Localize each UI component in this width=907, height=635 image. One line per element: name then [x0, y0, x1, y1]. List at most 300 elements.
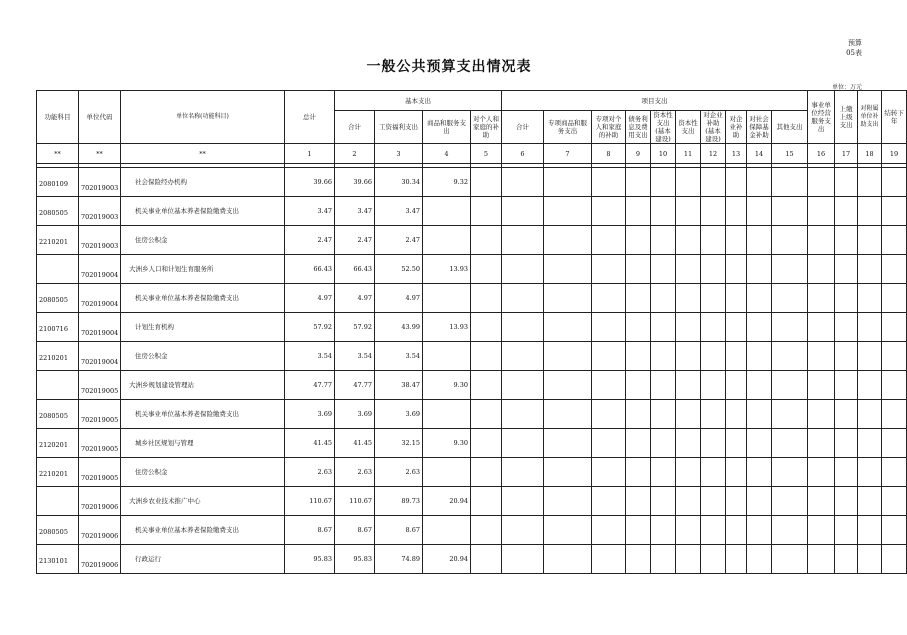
total-cell: 8.67 — [285, 516, 335, 545]
empty-cell — [835, 342, 858, 371]
corner-label-budget: 预算 — [848, 39, 862, 47]
empty-cell — [835, 516, 858, 545]
empty-cell — [747, 284, 772, 313]
unit-name-cell: 大洲乡农业技术推广中心 — [121, 487, 285, 516]
empty-cell — [747, 516, 772, 545]
column-index-cell: 17 — [835, 144, 858, 164]
empty-cell — [882, 255, 907, 284]
empty-cell — [772, 168, 808, 197]
table-row — [37, 458, 907, 487]
empty-cell — [502, 284, 544, 313]
empty-cell — [676, 313, 701, 342]
wages-cell: 89.73 — [375, 487, 423, 516]
empty-cell — [701, 342, 726, 371]
empty-cell — [882, 371, 907, 400]
empty-cell — [502, 168, 544, 197]
empty-cell — [471, 371, 502, 400]
empty-cell — [808, 400, 835, 429]
empty-cell — [651, 342, 676, 371]
column-index-cell: 16 — [808, 144, 835, 164]
empty-cell — [858, 284, 882, 313]
table-row — [37, 400, 907, 429]
empty-cell — [882, 342, 907, 371]
column-index-cell: 3 — [375, 144, 423, 164]
empty-cell — [592, 487, 626, 516]
empty-cell — [471, 197, 502, 226]
basic-subtotal-cell: 3.54 — [335, 342, 375, 371]
empty-cell — [502, 313, 544, 342]
table-row — [37, 197, 907, 226]
empty-cell — [808, 516, 835, 545]
empty-cell — [701, 487, 726, 516]
empty-cell — [701, 226, 726, 255]
column-index-cell: 5 — [471, 144, 502, 164]
empty-cell — [858, 168, 882, 197]
wages-cell: 3.54 — [375, 342, 423, 371]
empty-cell — [726, 226, 747, 255]
empty-cell — [651, 400, 676, 429]
basic-subtotal-cell: 2.47 — [335, 226, 375, 255]
empty-cell — [726, 400, 747, 429]
table-row — [37, 487, 907, 516]
goods-cell: 9.30 — [423, 429, 471, 458]
total-cell: 3.47 — [285, 197, 335, 226]
header-p-enterprise-build: 对企业补助(基本建设) — [701, 111, 726, 144]
empty-cell — [808, 313, 835, 342]
column-index-cell: 18 — [858, 144, 882, 164]
wages-cell: 2.47 — [375, 226, 423, 255]
empty-cell — [651, 429, 676, 458]
unit-name-cell: 机关事业单位基本养老保险缴费支出 — [121, 284, 285, 313]
empty-cell — [544, 255, 592, 284]
total-cell: 4.97 — [285, 284, 335, 313]
empty-cell — [471, 545, 502, 574]
empty-cell — [882, 458, 907, 487]
empty-cell — [651, 168, 676, 197]
empty-cell — [651, 226, 676, 255]
empty-cell — [747, 255, 772, 284]
empty-cell — [858, 313, 882, 342]
empty-cell — [772, 429, 808, 458]
header-p-other: 其他支出 — [772, 111, 808, 144]
func-code-cell: 2080505 — [37, 516, 79, 545]
header-project: 项目支出 — [502, 91, 808, 111]
unit-code-cell: 702019005 — [79, 371, 121, 400]
empty-cell — [592, 284, 626, 313]
goods-cell — [423, 458, 471, 487]
empty-cell — [835, 458, 858, 487]
column-index-cell: ** — [37, 144, 79, 164]
empty-cell — [626, 197, 651, 226]
empty-cell — [676, 545, 701, 574]
empty-cell — [726, 487, 747, 516]
column-index-cell: 8 — [592, 144, 626, 164]
empty-cell — [626, 516, 651, 545]
column-index-cell: 2 — [335, 144, 375, 164]
empty-cell — [808, 284, 835, 313]
empty-cell — [626, 313, 651, 342]
unit-code-cell: 702019004 — [79, 284, 121, 313]
empty-cell — [502, 545, 544, 574]
unit-code-cell: 702019005 — [79, 400, 121, 429]
empty-cell — [544, 168, 592, 197]
empty-cell — [835, 284, 858, 313]
empty-cell — [626, 429, 651, 458]
header-total: 总计 — [285, 91, 335, 144]
empty-cell — [835, 168, 858, 197]
empty-cell — [592, 400, 626, 429]
column-index-cell: ** — [121, 144, 285, 164]
total-cell: 47.77 — [285, 371, 335, 400]
unit-code-cell: 702019004 — [79, 313, 121, 342]
func-code-cell: 2100716 — [37, 313, 79, 342]
wages-cell: 52.50 — [375, 255, 423, 284]
empty-cell — [808, 255, 835, 284]
total-cell: 95.83 — [285, 545, 335, 574]
empty-cell — [858, 429, 882, 458]
empty-cell — [544, 226, 592, 255]
empty-cell — [544, 342, 592, 371]
empty-cell — [882, 168, 907, 197]
empty-cell — [747, 226, 772, 255]
header-p-goods: 专项商品和服务支出 — [544, 111, 592, 144]
empty-cell — [726, 371, 747, 400]
header-func-subject: 功能科目 — [37, 91, 79, 144]
empty-cell — [858, 342, 882, 371]
empty-cell — [544, 458, 592, 487]
empty-cell — [676, 487, 701, 516]
empty-cell — [502, 371, 544, 400]
column-index-cell: 15 — [772, 144, 808, 164]
empty-cell — [808, 226, 835, 255]
empty-cell — [882, 197, 907, 226]
empty-cell — [471, 429, 502, 458]
empty-cell — [747, 197, 772, 226]
table-row — [37, 429, 907, 458]
goods-cell: 20.94 — [423, 545, 471, 574]
empty-cell — [676, 400, 701, 429]
unit-code-cell: 702019006 — [79, 516, 121, 545]
empty-cell — [626, 458, 651, 487]
empty-cell — [747, 487, 772, 516]
total-cell: 57.92 — [285, 313, 335, 342]
unit-code-cell: 702019003 — [79, 168, 121, 197]
header-wages: 工资福利支出 — [375, 111, 423, 144]
empty-cell — [726, 284, 747, 313]
header-personal: 对个人和家庭的补助 — [471, 111, 502, 144]
empty-cell — [747, 429, 772, 458]
basic-subtotal-cell: 95.83 — [335, 545, 375, 574]
unit-name-cell: 机关事业单位基本养老保险缴费支出 — [121, 400, 285, 429]
func-code-cell: 2210201 — [37, 342, 79, 371]
empty-cell — [747, 400, 772, 429]
empty-cell — [701, 371, 726, 400]
func-code-cell: 2210201 — [37, 458, 79, 487]
table-row — [37, 255, 907, 284]
empty-cell — [701, 255, 726, 284]
table-row — [37, 545, 907, 574]
empty-cell — [726, 458, 747, 487]
wages-cell: 2.63 — [375, 458, 423, 487]
func-code-cell: 2080109 — [37, 168, 79, 197]
empty-cell — [726, 545, 747, 574]
empty-cell — [835, 197, 858, 226]
empty-cell — [858, 255, 882, 284]
empty-cell — [502, 342, 544, 371]
header-goods: 商品和服务支出 — [423, 111, 471, 144]
empty-cell — [676, 429, 701, 458]
empty-cell — [544, 284, 592, 313]
wages-cell: 30.34 — [375, 168, 423, 197]
total-cell: 2.63 — [285, 458, 335, 487]
unit-name-cell: 机关事业单位基本养老保险缴费支出 — [121, 516, 285, 545]
empty-cell — [701, 197, 726, 226]
empty-cell — [676, 197, 701, 226]
empty-cell — [544, 429, 592, 458]
wages-cell: 38.47 — [375, 371, 423, 400]
empty-cell — [626, 371, 651, 400]
empty-cell — [747, 313, 772, 342]
header-upper: 上缴上级支出 — [835, 91, 858, 144]
empty-cell — [772, 284, 808, 313]
corner-label-form: 05表 — [846, 49, 862, 57]
basic-subtotal-cell: 57.92 — [335, 313, 375, 342]
empty-cell — [835, 313, 858, 342]
empty-cell — [592, 371, 626, 400]
column-index-cell: 4 — [423, 144, 471, 164]
empty-cell — [701, 400, 726, 429]
total-cell: 110.67 — [285, 487, 335, 516]
empty-cell — [858, 516, 882, 545]
empty-cell — [502, 226, 544, 255]
unit-code-cell: 702019006 — [79, 487, 121, 516]
empty-cell — [808, 371, 835, 400]
column-index-cell: 7 — [544, 144, 592, 164]
unit-name-cell: 住房公积金 — [121, 226, 285, 255]
unit-name-cell: 行政运行 — [121, 545, 285, 574]
empty-cell — [651, 313, 676, 342]
empty-cell — [858, 226, 882, 255]
func-code-cell: 2080505 — [37, 400, 79, 429]
empty-cell — [592, 458, 626, 487]
empty-cell — [676, 255, 701, 284]
empty-cell — [726, 516, 747, 545]
goods-cell: 9.32 — [423, 168, 471, 197]
goods-cell — [423, 226, 471, 255]
column-index-cell: 19 — [882, 144, 907, 164]
unit-code-cell: 702019006 — [79, 545, 121, 574]
empty-cell — [626, 226, 651, 255]
unit-code-cell: 702019003 — [79, 226, 121, 255]
empty-cell — [835, 255, 858, 284]
empty-cell — [592, 545, 626, 574]
wages-cell: 4.97 — [375, 284, 423, 313]
empty-cell — [701, 545, 726, 574]
wages-cell: 74.89 — [375, 545, 423, 574]
table-row — [37, 371, 907, 400]
unit-name-cell: 住房公积金 — [121, 342, 285, 371]
empty-cell — [701, 313, 726, 342]
goods-cell — [423, 197, 471, 226]
empty-cell — [835, 545, 858, 574]
column-index-row — [37, 144, 907, 164]
empty-cell — [626, 255, 651, 284]
empty-cell — [471, 226, 502, 255]
empty-cell — [502, 458, 544, 487]
empty-cell — [835, 487, 858, 516]
header-p-capital: 资本性支出 — [676, 111, 701, 144]
func-code-cell: 2120201 — [37, 429, 79, 458]
page-title: 一般公共预算支出情况表 — [366, 59, 532, 75]
goods-cell — [423, 400, 471, 429]
empty-cell — [651, 197, 676, 226]
column-index-cell: 11 — [676, 144, 701, 164]
empty-cell — [772, 197, 808, 226]
column-index-cell: 14 — [747, 144, 772, 164]
empty-cell — [592, 197, 626, 226]
empty-cell — [592, 429, 626, 458]
empty-cell — [808, 197, 835, 226]
wages-cell: 3.47 — [375, 197, 423, 226]
empty-cell — [747, 342, 772, 371]
header-p-debt: 债务利息及费用支出 — [626, 111, 651, 144]
goods-cell: 20.94 — [423, 487, 471, 516]
empty-cell — [676, 342, 701, 371]
empty-cell — [626, 168, 651, 197]
empty-cell — [701, 516, 726, 545]
header-p-personal: 专项对个人和家庭的补助 — [592, 111, 626, 144]
unit-name-cell: 大洲乡人口和计划生育服务所 — [121, 255, 285, 284]
empty-cell — [626, 342, 651, 371]
empty-cell — [882, 487, 907, 516]
empty-cell — [502, 429, 544, 458]
empty-cell — [471, 458, 502, 487]
func-code-cell: 2080505 — [37, 197, 79, 226]
basic-subtotal-cell: 66.43 — [335, 255, 375, 284]
empty-cell — [471, 342, 502, 371]
header-biz-unit: 事业单位经营服务支出 — [808, 91, 835, 144]
header-subsidy: 对附属单位补助支出 — [858, 91, 882, 144]
func-code-cell: 2130101 — [37, 545, 79, 574]
empty-cell — [626, 487, 651, 516]
empty-cell — [592, 516, 626, 545]
empty-cell — [651, 545, 676, 574]
empty-cell — [626, 545, 651, 574]
column-index-cell: 6 — [502, 144, 544, 164]
header-subtotal: 合计 — [335, 111, 375, 144]
empty-cell — [772, 226, 808, 255]
header-p-capital-build: 资本性支出(基本建设) — [651, 111, 676, 144]
func-code-cell: 2080505 — [37, 284, 79, 313]
unit-name-cell: 机关事业单位基本养老保险缴费支出 — [121, 197, 285, 226]
empty-cell — [772, 313, 808, 342]
empty-cell — [747, 371, 772, 400]
unit-code-cell: 702019004 — [79, 342, 121, 371]
column-index-cell: 1 — [285, 144, 335, 164]
empty-cell — [502, 487, 544, 516]
empty-cell — [676, 284, 701, 313]
basic-subtotal-cell: 110.67 — [335, 487, 375, 516]
empty-cell — [502, 516, 544, 545]
unit-code-cell: 702019005 — [79, 458, 121, 487]
empty-cell — [808, 168, 835, 197]
empty-cell — [701, 429, 726, 458]
unit-label: 单位：万元 — [831, 84, 862, 91]
empty-cell — [808, 342, 835, 371]
unit-name-cell: 城乡社区规划与管理 — [121, 429, 285, 458]
basic-subtotal-cell: 8.67 — [335, 516, 375, 545]
unit-name-cell: 社会保险经办机构 — [121, 168, 285, 197]
empty-cell — [772, 342, 808, 371]
empty-cell — [858, 197, 882, 226]
empty-cell — [471, 255, 502, 284]
table-row — [37, 284, 907, 313]
unit-code-cell: 702019004 — [79, 255, 121, 284]
empty-cell — [544, 545, 592, 574]
empty-cell — [808, 545, 835, 574]
total-cell: 41.45 — [285, 429, 335, 458]
empty-cell — [592, 168, 626, 197]
empty-cell — [882, 226, 907, 255]
unit-name-cell: 大洲乡规划建设管理站 — [121, 371, 285, 400]
empty-cell — [701, 284, 726, 313]
empty-cell — [471, 284, 502, 313]
empty-cell — [544, 400, 592, 429]
empty-cell — [471, 168, 502, 197]
total-cell: 3.69 — [285, 400, 335, 429]
basic-subtotal-cell: 3.47 — [335, 197, 375, 226]
empty-cell — [882, 313, 907, 342]
empty-cell — [772, 371, 808, 400]
goods-cell — [423, 284, 471, 313]
empty-cell — [502, 400, 544, 429]
empty-cell — [835, 429, 858, 458]
empty-cell — [772, 255, 808, 284]
empty-cell — [651, 516, 676, 545]
empty-cell — [651, 255, 676, 284]
unit-code-cell: 702019005 — [79, 429, 121, 458]
empty-cell — [701, 458, 726, 487]
total-cell: 2.47 — [285, 226, 335, 255]
empty-cell — [882, 284, 907, 313]
empty-cell — [772, 400, 808, 429]
empty-cell — [772, 545, 808, 574]
empty-cell — [592, 255, 626, 284]
empty-cell — [676, 458, 701, 487]
empty-cell — [772, 458, 808, 487]
header-carry: 结转下年 — [882, 91, 907, 144]
empty-cell — [701, 168, 726, 197]
empty-cell — [502, 255, 544, 284]
empty-cell — [858, 371, 882, 400]
empty-cell — [882, 429, 907, 458]
empty-cell — [471, 400, 502, 429]
table-row — [37, 313, 907, 342]
column-index-cell: ** — [79, 144, 121, 164]
empty-cell — [747, 458, 772, 487]
empty-cell — [835, 400, 858, 429]
empty-cell — [835, 371, 858, 400]
empty-cell — [808, 458, 835, 487]
header-basic: 基本支出 — [335, 91, 502, 111]
empty-cell — [544, 313, 592, 342]
empty-cell — [726, 313, 747, 342]
goods-cell: 13.93 — [423, 255, 471, 284]
empty-cell — [858, 545, 882, 574]
empty-cell — [502, 197, 544, 226]
empty-cell — [544, 371, 592, 400]
basic-subtotal-cell: 3.69 — [335, 400, 375, 429]
